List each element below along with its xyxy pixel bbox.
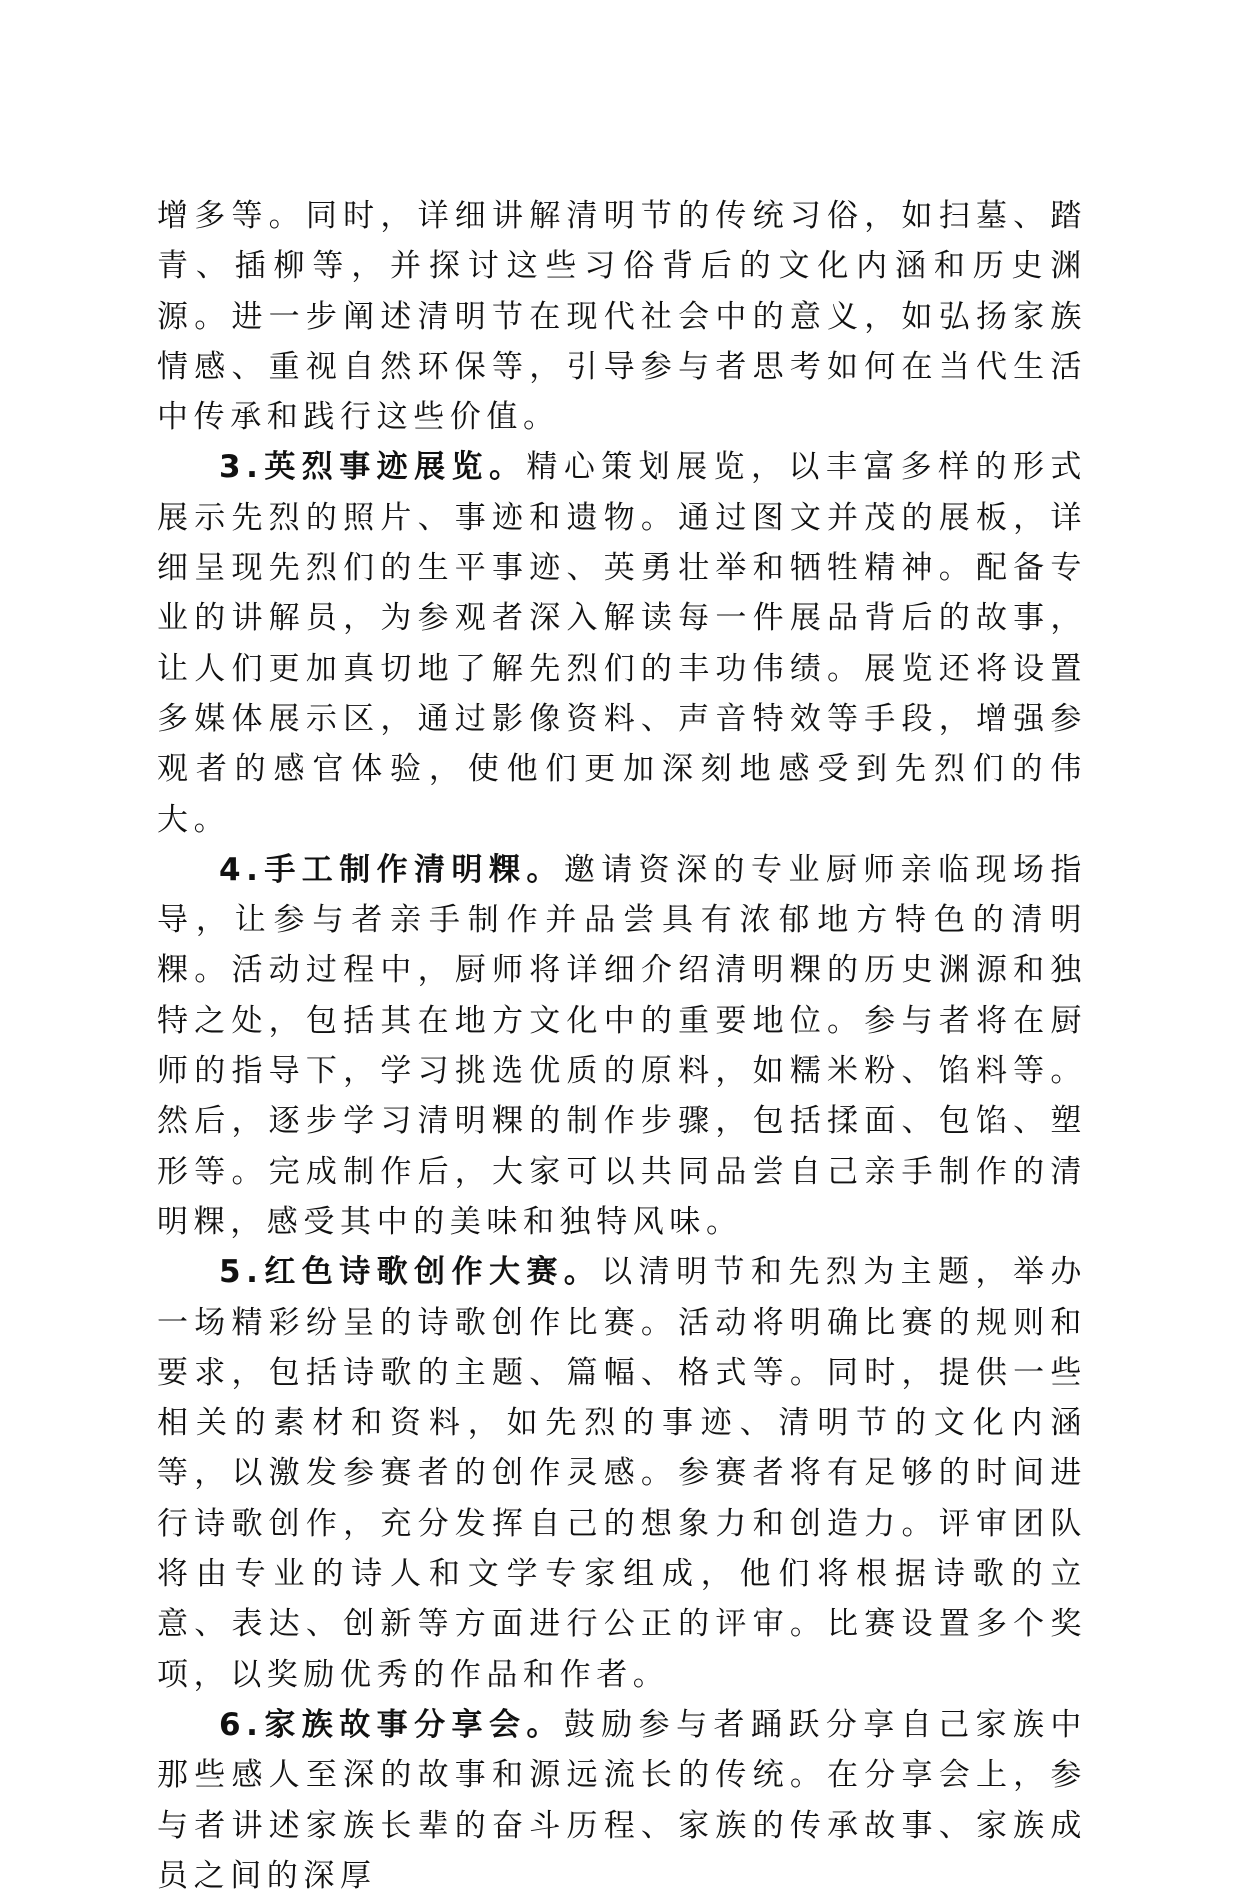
paragraph-heading: 4.手工制作清明粿。 xyxy=(219,851,564,888)
paragraph-heading: 5.红色诗歌创作大赛。 xyxy=(219,1254,602,1291)
paragraph-poetry-contest xyxy=(157,1247,1087,1700)
document-body xyxy=(157,191,1087,1901)
paragraph-text: 精心策划展览，以丰富多样的形式展示先烈的照片、事迹和遗物。通过图文并茂的展板，详细呈现先烈们的生平事迹、英勇壮举和牺牲精神。配备专业的讲解员，为参观者深入解读每一件展品背后的故事，让人们更加真切地了解先烈们的丰功伟绩。展览还将设置多媒体展示区，通过影像资料、声音特效等手段，增强参观者的感官体验，使他们更加深刻地感受到先烈们的伟大。 xyxy=(157,449,1088,838)
paragraph-family-stories xyxy=(157,1700,1087,1901)
paragraph-continued xyxy=(157,191,1087,442)
paragraph-exhibition xyxy=(157,442,1087,844)
paragraph-text: 鼓励参与者踊跃分享自己家族中那些感人至深的故事和源远流长的传统。在分享会上，参与者讲述家族长辈的奋斗历程、家族的传承故事、家族成员之间的深厚 xyxy=(157,1706,1087,1894)
paragraph-heading: 6.家族故事分享会。 xyxy=(219,1706,564,1743)
paragraph-text: 以清明节和先烈为主题，举办一场精彩纷呈的诗歌创作比赛。活动将明确比赛的规则和要求，包括诗歌的主题、篇幅、格式等。同时，提供一些相关的素材和资料，如先烈的事迹、清明节的文化内涵等，以激发参赛者的创作灵感。参赛者将有足够的时间进行诗歌创作，充分发挥自己的想象力和创造力。评审团队将由专业的诗人和文学专家组成，他们将根据诗歌的立意、表达、创新等方面进行公正的评审。比赛设置多个奖项，以奖励优秀的作品和作者。 xyxy=(157,1254,1087,1693)
paragraph-text: 邀请资深的专业厨师亲临现场指导，让参与者亲手制作并品尝具有浓郁地方特色的清明粿。活动过程中，厨师将详细介绍清明粿的历史渊源和独特之处，包括其在地方文化中的重要地位。参与者将在厨师的指导下，学习挑选优质的原料，如糯米粉、馅料等。然后，逐步学习清明粿的制作步骤，包括揉面、包馅、塑形等。完成制作后，大家可以共同品尝自己亲手制作的清明粿，感受其中的美味和独特风味。 xyxy=(157,851,1087,1240)
paragraph-text: 增多等。同时，详细讲解清明节的传统习俗，如扫墓、踏青、插柳等，并探讨这些习俗背后的文化内涵和历史渊源。进一步阐述清明节在现代社会中的意义，如弘扬家族情感、重视自然环保等，引导参与者思考如何在当代生活中传承和践行这些价值。 xyxy=(157,198,1087,436)
paragraph-qingming-cake xyxy=(157,845,1087,1247)
paragraph-heading: 3.英烈事迹展览。 xyxy=(219,449,527,486)
